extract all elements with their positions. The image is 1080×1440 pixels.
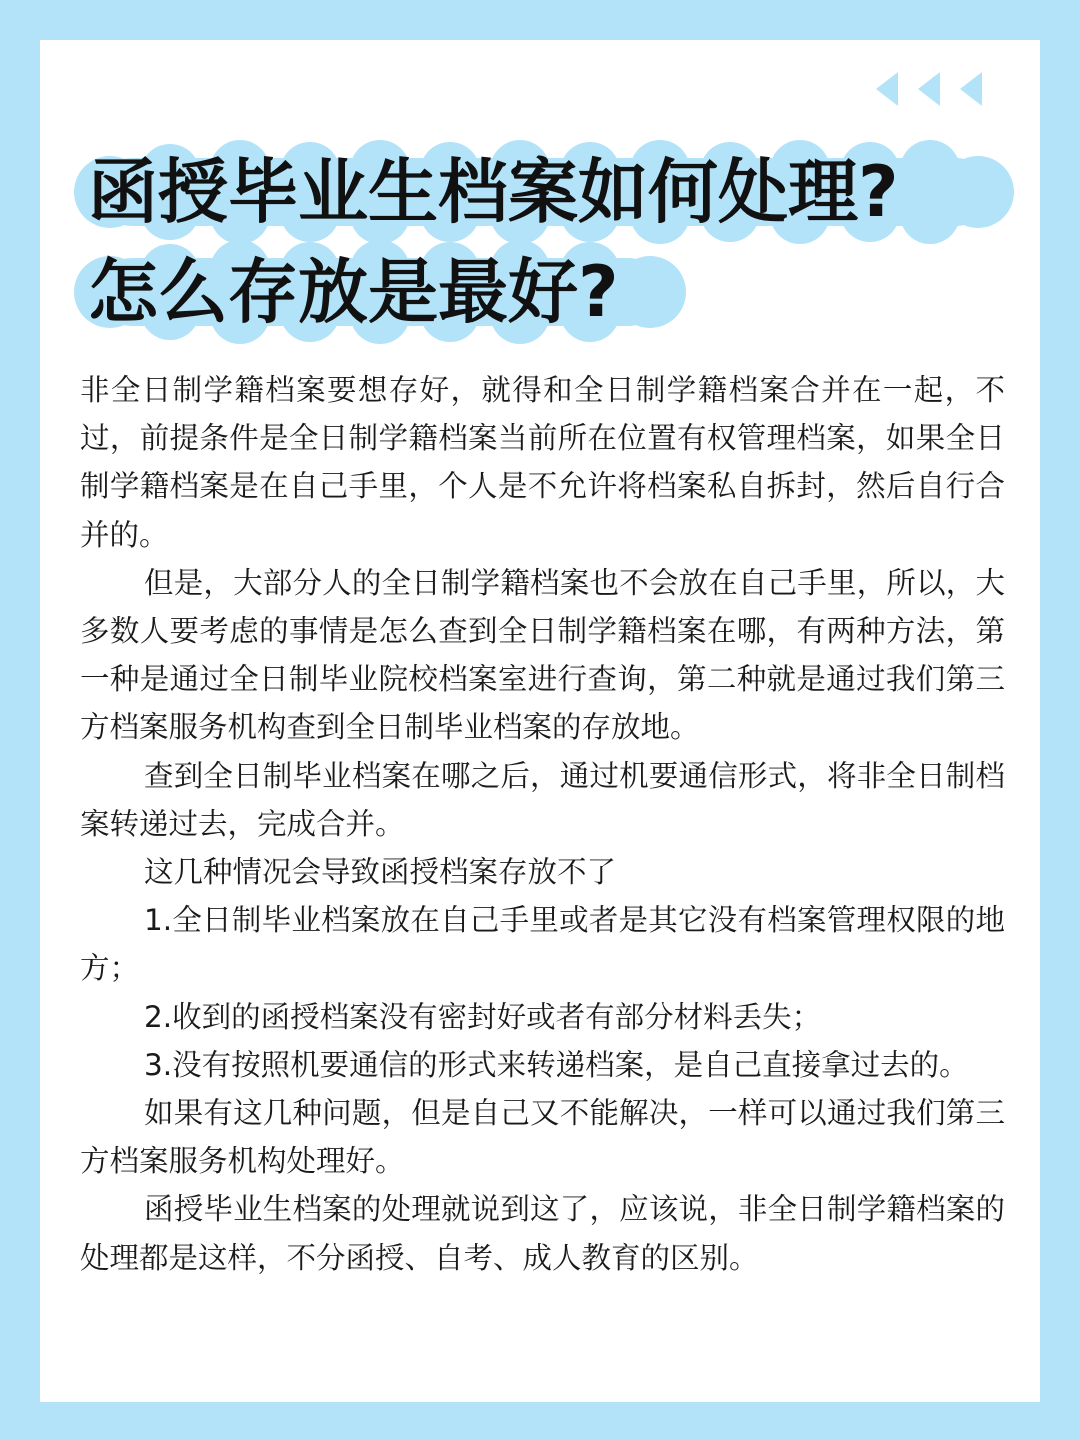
title-line-2 <box>70 240 690 344</box>
title-text-line-2: 怎么存放是最好? <box>88 251 619 333</box>
paragraph-methods: 但是，大部分人的全日制学籍档案也不会放在自己手里，所以，大多数人要考虑的事情是怎么查到全日制学籍档案在哪，有两种方法，第一种是通过全日制毕业院校档案室进行查询，第二种就是通过我们第三方档案服务机构查到全日制毕业档案的存放地。 <box>80 565 1005 745</box>
paragraph-solution: 如果有这几种问题，但是自己又不能解决，一样可以通过我们第三方档案服务机构处理好。 <box>80 1096 1005 1179</box>
title-line-1 <box>70 140 1018 244</box>
article-body <box>80 366 1005 1282</box>
list-item-case-2: 2.收到的函授档案没有密封好或者有部分材料丢失； <box>144 999 822 1034</box>
paragraph-transfer: 查到全日制毕业档案在哪之后，通过机要通信形式，将非全日制档案转递过去，完成合并。 <box>80 758 1005 841</box>
paragraph-conclusion: 函授毕业生档案的处理就说到这了，应该说，非全日制学籍档案的处理都是这样，不分函授、自考、成人教育的区别。 <box>80 1192 1005 1275</box>
triple-left-arrows-icon <box>876 72 986 106</box>
list-item-case-1: 1.全日制毕业档案放在自己手里或者是其它没有档案管理权限的地方； <box>80 903 1005 986</box>
paragraph-intro: 非全日制学籍档案要想存好，就得和全日制学籍档案合并在一起，不过，前提条件是全日制学籍档案当前所在位置有权管理档案，如果全日制学籍档案是在自己手里，个人是不允许将档案私自拆封，然后自行合并的。 <box>80 373 1005 552</box>
title-text-line-1: 函授毕业生档案如何处理? <box>88 151 899 233</box>
paragraph-cases-heading: 这几种情况会导致函授档案存放不了 <box>144 855 617 890</box>
list-item-case-3: 3.没有按照机要通信的形式来转递档案，是自己直接拿过去的。 <box>144 1047 969 1082</box>
